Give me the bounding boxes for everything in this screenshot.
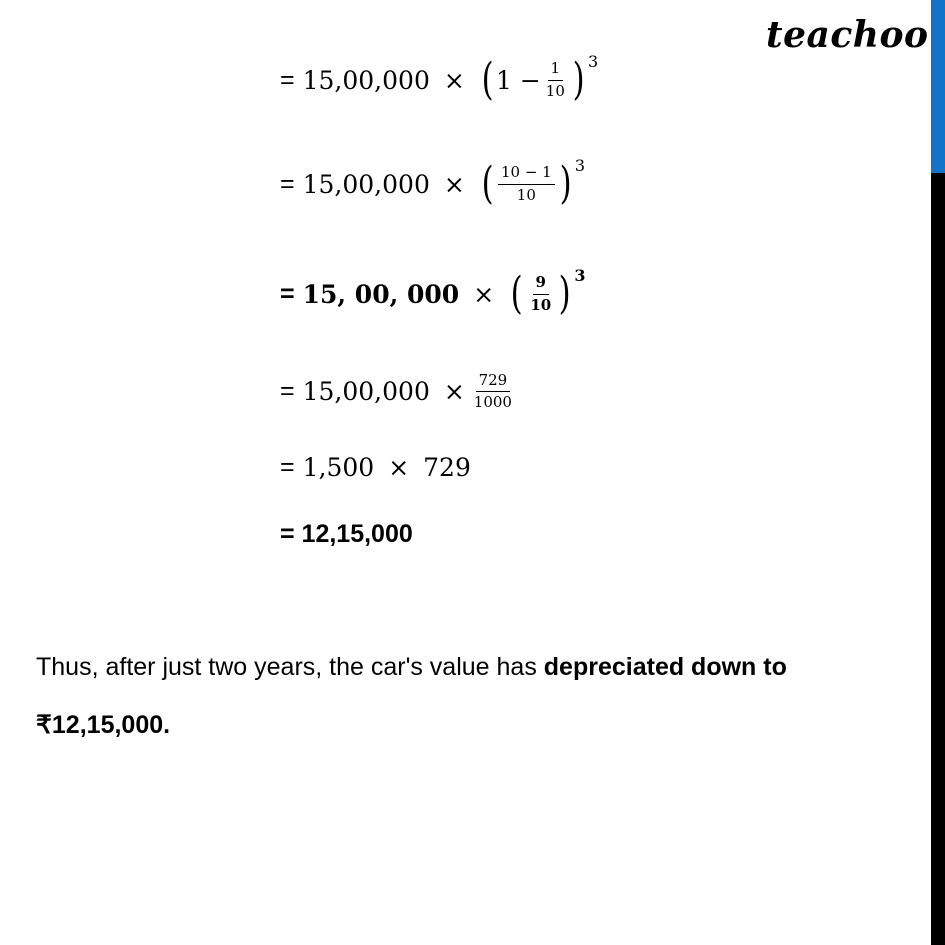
step-1 (280, 52, 599, 105)
equals-sign: = (280, 453, 295, 481)
conclusion-text: Thus, after just two years, the car's value has (36, 653, 544, 681)
step-4 (280, 372, 517, 412)
lhs-value: 15,00,000 (302, 377, 430, 407)
lhs-value: 15,00,000 (302, 65, 430, 95)
lhs-value: 15,00,000 (302, 169, 430, 199)
paren-inner: 1 − (495, 65, 541, 95)
times-operator: × (443, 169, 465, 199)
times-operator: × (443, 377, 465, 407)
times-operator: × (443, 65, 465, 95)
left-paren: ( (510, 268, 523, 319)
conclusion-amount: ₹12,15,000. (36, 711, 171, 739)
equals-sign: = (280, 377, 295, 406)
fraction (543, 60, 568, 100)
sidebar-accent (931, 0, 945, 173)
teachoo-logo: teachoo (766, 14, 929, 56)
left-paren: ( (481, 54, 494, 105)
equals-sign: = (280, 65, 295, 94)
sidebar-bar (931, 0, 945, 945)
denominator: 10 (516, 185, 536, 204)
left-paren: ( (481, 158, 494, 209)
step-5 (280, 453, 471, 482)
numerator: 9 (533, 274, 549, 294)
right-paren: ) (558, 268, 571, 319)
times-operator: × (388, 453, 410, 482)
lhs-value: 1,500 (302, 453, 375, 482)
rhs-value: 729 (423, 453, 471, 482)
conclusion-emphasis: depreciated down to (543, 653, 787, 681)
times-operator: × (473, 279, 495, 309)
fraction (471, 372, 515, 412)
equals-sign: = (280, 169, 295, 198)
exponent: 3 (574, 156, 586, 175)
numerator: 10 − 1 (498, 164, 555, 184)
numerator: 729 (476, 372, 511, 392)
exponent: 3 (574, 266, 586, 285)
numerator: 1 (548, 60, 564, 80)
final-result: = 12,15,000 (280, 520, 413, 548)
step-3 (280, 266, 586, 319)
denominator: 10 (530, 295, 552, 314)
step-2 (280, 156, 586, 209)
right-paren: ) (559, 158, 572, 209)
fraction (527, 274, 554, 314)
lhs-value: 15, 00, 000 (302, 279, 460, 309)
denominator: 1000 (473, 393, 512, 412)
fraction (498, 164, 555, 204)
denominator: 10 (545, 81, 565, 100)
equals-sign: = (280, 279, 295, 308)
right-paren: ) (572, 54, 585, 105)
exponent: 3 (588, 52, 599, 71)
conclusion-paragraph (36, 638, 916, 754)
